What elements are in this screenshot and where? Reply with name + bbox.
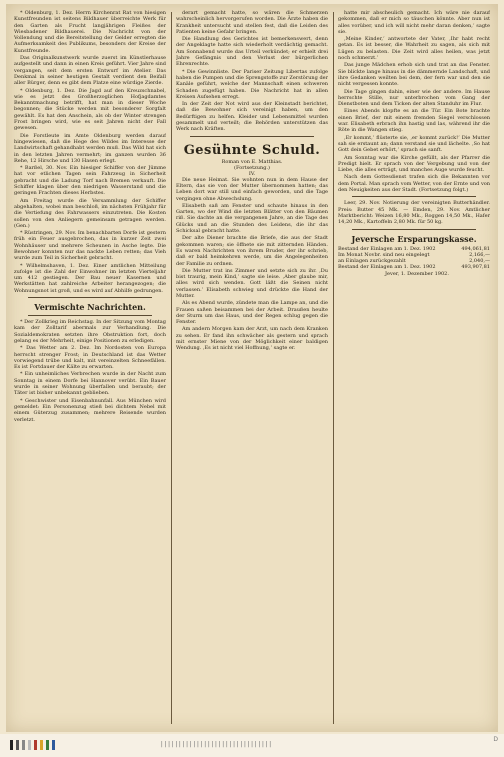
table-cell-value: 2,166,—: [469, 251, 490, 258]
story-paragraph: Das junge Mädchen erhob sich und trat an das Fenster. Sie blickte lange hinaus in die dämmernde Landschaft, und ihre Gedanken weilten bei dem, der fern war und den sie nicht vergessen konnte.: [338, 62, 490, 88]
story-paragraph: Die neue Heimat. Sie wohnten nun in dem Hause der Eltern, das sie von der Mutter übernommen hatten; das Leben dort war still und einfach geworden, und die Tage vergingen ohne Abwechslung.: [176, 176, 328, 202]
section-divider: [190, 136, 314, 137]
table-row: [338, 246, 490, 252]
scale-ruler: |||||||||||||||||||||||||||||||: [160, 741, 272, 748]
savings-bank-heading: Jeversche Ersparungskasse.: [351, 233, 477, 244]
color-swatch: [52, 740, 55, 750]
story-paragraph: Elisabeth saß am Fenster und schaute hinaus in den Garten, wo der Wind die letzten Blätter von den Bäumen riß. Sie dachte an die vergangenen Jahre, an die Tage des Glücks und an die Stunden des Leidens, die ihr das Schicksal gebracht hatte.: [176, 202, 328, 235]
column-1: [14, 10, 166, 726]
color-swatch: [40, 740, 43, 750]
article-paragraph: * Oldenburg, 1. Dez. Die Jagd auf den Kreuzschnabel, wie es jetzt des Großherzoglichen Hofjagdamtes Bekanntmachung betrifft, hat man in dieser Woche begonnen; die Stücke werden mit besonderer Sorgfalt gewählt. Es hat den Anschein, als ob der Winter strengen Frost bringen wird, wie es seit Jahren nicht der Fall gewesen.: [14, 87, 166, 132]
article-paragraph: * Die Gewinnliste. Der Pariser Zeitung Libertas zufolge haben die Pumpen und die Sprengstoffe zur Zerstörung der Kanäle geführt, welche der Mannschaft einen schweren Schaden zugefügt haben. Die Nachricht hat in allen Kreisen Aufsehen erregt.: [176, 68, 328, 100]
color-swatch: [28, 740, 31, 750]
scan-color-bar: [0, 734, 504, 757]
article-paragraph: * Das Wetter am 2. Dez. Im Nordosten von Europa herrscht strenger Frost; in Deutschland ist das Wetter vorwiegend trübe und kalt, mit vereinzelten Schneefällen. Es ist Fortdauer der Kälte zu erwarten.: [14, 345, 166, 371]
article-paragraph: * Der Zollkrieg im Reichstag. In der Sitzung vom Montag kam der Zolltarif abermals zur Verhandlung. Die Sozialdemokraten setzten ihre Obstruktion fort, doch gelang es der Mehrheit, einige Positionen zu erledigen.: [14, 319, 166, 344]
table-cell-value: 493,907,81: [461, 264, 490, 271]
section-divider: [28, 315, 152, 316]
table-cell-value: 2,040,—: [469, 258, 490, 265]
article-paragraph: derart gemacht hatte, so wären die Schmerzen wahrscheinlich hervorgerufen worden. Die Ärzte haben die Krankheit untersucht und stellen fest, daß die Leiden des Patienten keine Gefahr bringen.: [176, 10, 328, 35]
article-paragraph: * Wilhelmshaven, 1. Dez. Einer amtlichen Mitteilung zufolge ist die Zahl der Einwohner im letzten Vierteljahr um 412 gestiegen. Der Bau neuer Kasernen und Werkstätten hat zahlreiche Arbeiter herangezogen; die Wohnungsnot ist groß, und es wird auf Abhilfe gedrungen.: [14, 262, 166, 294]
section-divider: [28, 297, 152, 298]
serial-byline: Roman von E. Matthias.: [221, 158, 283, 165]
color-swatch: [10, 740, 13, 750]
serial-title: Gesühnte Schuld.: [183, 142, 321, 158]
column-2: [176, 10, 328, 726]
article-paragraph: * Geschwister und Eisenbahnunfall. Aus München wird gemeldet: Ein Personenzug stieß bei dichtem Nebel mit einem Güterzug zusammen; mehrere Reisende wurden verletzt.: [14, 397, 166, 423]
savings-table: [338, 246, 490, 271]
article-paragraph: * Barßel, 30. Nov. Ein hiesiger Schiffer von der Jümme hat vor etlichen Tagen sein Fahrzeug in Sicherheit gebracht und die Ladung Torf nach Bremen verkauft. Die Schiffer klagen über den niedrigen Wasserstand und die geringen Frachten dieses Herbstes.: [14, 165, 166, 197]
newspaper-page: [6, 4, 498, 732]
story-paragraph: ‚Meine Kinder,‘ antwortete der Vater, ‚Ihr habt recht getan. Es ist besser, die Wahrheit zu sagen, als sich mit Lügen zu belasten. Die Zeit wird alles heilen, was jetzt noch schmerzt.‘: [338, 36, 490, 62]
section-divider: [352, 229, 476, 230]
article-paragraph: * Oldenburg, 1. Dez. Herrn Kirchenrat Rat von hiesigen Kunstfreunden ist seitens Bildhauer überreichte Werk für den Garten als Frucht langjährigen Fleißes der Wiesbadener Bildhauerei. Die Nachricht von der Vollendung und die Bereitstellung der Gelder erregten die Aufmerksamkeit des Publikums, besonders der Kreise der Kunstfreunde.: [14, 10, 166, 54]
chapter-number: IV.: [248, 170, 256, 177]
article-paragraph: Die Handlung des Gerichtes ist bemerkenswert, denn der Angeklagte hatte sich wiederholt verdächtig gemacht. Am Sonnabend wurde das Urteil verkündet; er erhielt drei Jahre Gefängnis und den Verlust der bürgerlichen Ehrenrechte.: [176, 36, 328, 68]
article-paragraph: In der Zeit der Not wird aus der Kleinstadt berichtet, daß die Bewohner sich vereinigt haben, um den Bedürftigen zu helfen. Kleider und Lebensmittel wurden gesammelt und verteilt; die Behörden unterstützen das Werk nach Kräften.: [176, 101, 328, 133]
article-paragraph: Das Originalkunstwerk wurde zuerst im Künstlerhause aufgestellt und dann in einen Kreis geführt. Vier Jahre sind vergangen, seit dem ersten Entwurf im Atelier. Das Denkmal in seiner heutigen Gestalt verdient den Beifall aller Bürger, denn es gibt dem Platze eine würdige Zierde.: [14, 55, 166, 87]
table-cell-label: an Einlagen zurückgezahlt: [338, 258, 406, 265]
section-heading: Vermischte Nachrichten.: [34, 302, 146, 313]
article-paragraph: * Rüstringen, 29. Nov. Im benachbarten Dorfe ist gestern früh ein Feuer ausgebrochen, das in kurzer Zeit zwei Wohnhäuser und mehrere Scheunen in Asche legte. Die Bewohner konnten nur das nackte Leben retten; das Vieh wurde zum Teil in Sicherheit gebracht.: [14, 230, 166, 262]
color-swatch: [34, 740, 37, 750]
signature-line: Jever, 1. Dezember 1902.: [385, 270, 449, 277]
color-swatch: [22, 740, 25, 750]
story-paragraph: Der alte Diener brachte die Briefe, die aus der Stadt gekommen waren; sie öffnete sie mit zitternden Händen. Es waren Nachrichten von ihrem Bruder, der ihr schrieb, daß er bald heimkehren werde, um die Angelegenheiten der Familie zu ordnen.: [176, 235, 328, 267]
table-cell-value: 494,061,81: [461, 245, 490, 252]
serial-continuation: (Fortsetzung.): [234, 164, 270, 171]
story-paragraph: hatte mir abscheulich gemacht. Ich wäre nie darauf gekommen, daß er mich so täuschen könnte. Aber nun ist alles vorüber, und ich will nicht mehr daran denken,‘ sagte sie.: [338, 10, 490, 35]
story-paragraph: Am andern Morgen kam der Arzt, um nach dem Kranken zu sehen. Er fand ihn schwächer als gestern und sprach mit ernster Miene von der Möglichkeit einer baldigen Wendung. ‚Es ist nicht viel Hoffnung,‘ sagte er.: [176, 326, 328, 352]
article-paragraph: Die Forstleute im Amte Oldenburg werden darauf hingewiesen, daß die Hege des Wildes im Interesse der Landwirtschaft gehandhabt werden muß. Das Wild hat sich in den letzten Jahren vermehrt; im ganzen wurden 36 Rehe, 12 Hirsche und 130 Hasen erlegt.: [14, 132, 166, 164]
story-paragraph: Am Sonntag war die Kirche gefüllt, als der Pfarrer die Predigt hielt. Er sprach von der Vergebung und von der Liebe, die alles erträgt, und manches Auge wurde feucht.: [338, 154, 490, 174]
table-cell-label: Bestand der Einlagen am 1. Dez. 1902: [338, 264, 436, 271]
story-paragraph: Nach dem Gottesdienst trafen sich die Bekannten vor dem Portal. Man sprach vom Wetter, von der Ernte und von den Neuigkeiten aus der Stadt. (Fortsetzung folgt.): [338, 174, 490, 194]
story-paragraph: Eines Abends klopfte es an die Tür. Ein Bote brachte einen Brief, der mit einem fremden Siegel verschlossen war. Elisabeth erbrach ihn hastig und las, während ihr die Röte in die Wangen stieg.: [338, 108, 490, 134]
table-cell-label: Im Monat Novbr. sind neu eingelegt: [338, 251, 430, 258]
corner-mark: D: [493, 736, 498, 743]
column-rule: [171, 12, 172, 724]
article-paragraph: Am Freitag wurde die Versammlung der Schiffer abgehalten, wobei man beschloß, im nächsten Frühjahr für die Vertiefung des Fahrwassers einzutreten. Die Kosten sollen von den Anliegern gemeinsam getragen werden. (Gen.): [14, 197, 166, 229]
color-swatch: [16, 740, 19, 750]
color-swatch: [46, 740, 49, 750]
article-paragraph: * Ein unheimliches Verbrechen wurde in der Nacht zum Sonntag in einem Dorfe bei Hannover verübt. Ein Bauer wurde in seiner Wohnung überfallen und beraubt; der Täter ist bisher unbekannt geblieben.: [14, 371, 166, 397]
story-paragraph: Die Tage gingen dahin, einer wie der andere. Im Hause herrschte Stille, nur unterbrochen vom Gang der Dienstboten und dem Ticken der alten Standuhr im Flur.: [338, 88, 490, 108]
story-paragraph: ‚Er kommt,‘ flüsterte sie, ‚er kommt zurück!‘ Die Mutter sah sie erstaunt an; dann verstand sie und lächelte. ‚So hat Gott dein Gebet erhört,‘ sprach sie sanft.: [338, 134, 490, 154]
section-divider: [352, 196, 476, 197]
story-paragraph: Die Mutter trat ins Zimmer und setzte sich zu ihr. ‚Du bist traurig, mein Kind,‘ sagte sie leise. ‚Aber glaube mir, alles wird sich wenden. Gott läßt die Seinen nicht verlassen.‘ Elisabeth schwieg und drückte die Hand der Mutter.: [176, 267, 328, 299]
column-rule: [333, 12, 334, 724]
market-report: Leer, 29. Nov. Notierung der vereinigten Butterhändler. Preis: Butter 45 Mk. — Emden, 29. Nov. Amtlicher Marktbericht: Weizen 16,80 Mk., Roggen 14,50 Mk., Hafer 14,20 Mk., Kartoffeln 2,80 Mk. für 50 kg.: [338, 200, 490, 226]
story-paragraph: Als es Abend wurde, zündete man die Lampe an, und die Frauen saßen beisammen bei der Arbeit. Draußen heulte der Sturm um das Haus, und der Regen schlug gegen die Fenster.: [176, 300, 328, 326]
table-row: [338, 264, 490, 270]
table-cell-label: Bestand der Einlagen am 1. Dez. 1902: [338, 245, 436, 252]
column-3: [338, 10, 490, 726]
